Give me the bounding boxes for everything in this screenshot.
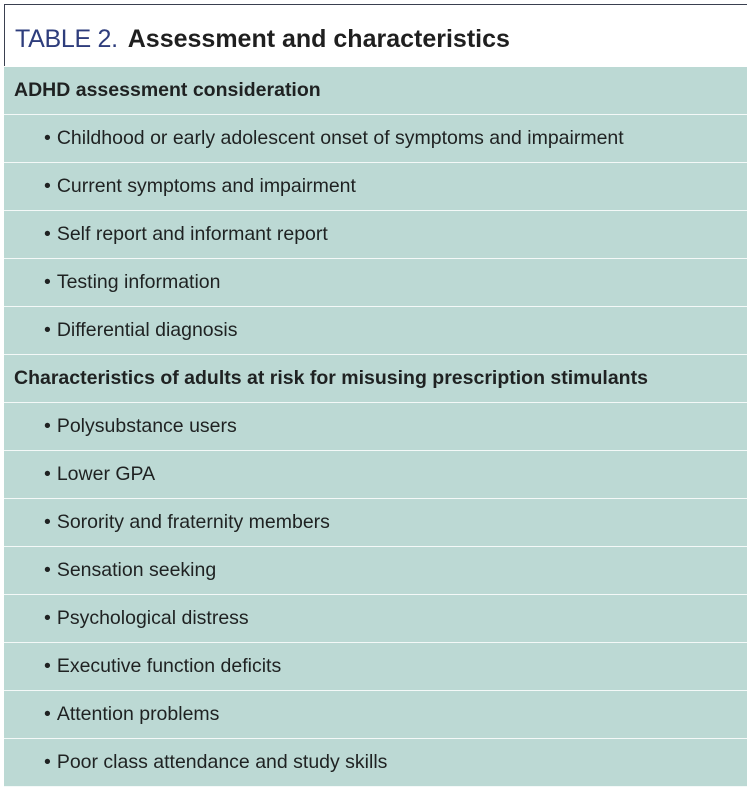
bullet-icon: •	[44, 655, 51, 677]
row-text: Poor class attendance and study skills	[56, 751, 388, 773]
table-row	[4, 115, 747, 163]
bullet-icon: •	[44, 319, 51, 341]
bullet-icon: •	[44, 511, 51, 533]
table-title-text: Assessment and characteristics	[127, 25, 510, 53]
table-row	[4, 211, 747, 259]
table-row	[4, 307, 747, 355]
bullet-icon: •	[44, 703, 51, 725]
row-text: Psychological distress	[56, 607, 249, 629]
table-row	[4, 403, 747, 451]
table-row	[4, 595, 747, 643]
assessment-table	[4, 67, 747, 787]
table-row	[4, 547, 747, 595]
bullet-icon: •	[44, 223, 51, 245]
row-text: Differential diagnosis	[56, 319, 238, 341]
row-text: Polysubstance users	[56, 415, 237, 437]
row-text: Self report and informant report	[56, 223, 328, 245]
table-row	[4, 163, 747, 211]
bullet-icon: •	[44, 415, 51, 437]
section-heading: ADHD assessment consideration	[4, 67, 747, 115]
table-row	[4, 643, 747, 691]
table-row	[4, 259, 747, 307]
section-heading: Characteristics of adults at risk for misusing prescription stimulants	[4, 355, 747, 403]
row-text: Sensation seeking	[56, 559, 217, 581]
bullet-icon: •	[44, 127, 51, 149]
bullet-icon: •	[44, 271, 51, 293]
table-title	[15, 25, 510, 54]
bullet-icon: •	[44, 751, 51, 773]
row-text: Executive function deficits	[56, 655, 282, 677]
bullet-icon: •	[44, 559, 51, 581]
row-text: Sorority and fraternity members	[56, 511, 330, 533]
row-text: Testing information	[56, 271, 221, 293]
table-row	[4, 739, 747, 787]
bullet-icon: •	[44, 463, 51, 485]
row-text: Attention problems	[56, 703, 220, 725]
table-title-box	[4, 4, 747, 66]
table-row	[4, 451, 747, 499]
table-row	[4, 691, 747, 739]
row-text: Childhood or early adolescent onset of symptoms and impairment	[56, 127, 624, 149]
row-text: Current symptoms and impairment	[56, 175, 356, 197]
row-text: Lower GPA	[56, 463, 156, 485]
table-number: TABLE 2.	[15, 25, 118, 53]
bullet-icon: •	[44, 607, 51, 629]
bullet-icon: •	[44, 175, 51, 197]
table-row	[4, 499, 747, 547]
